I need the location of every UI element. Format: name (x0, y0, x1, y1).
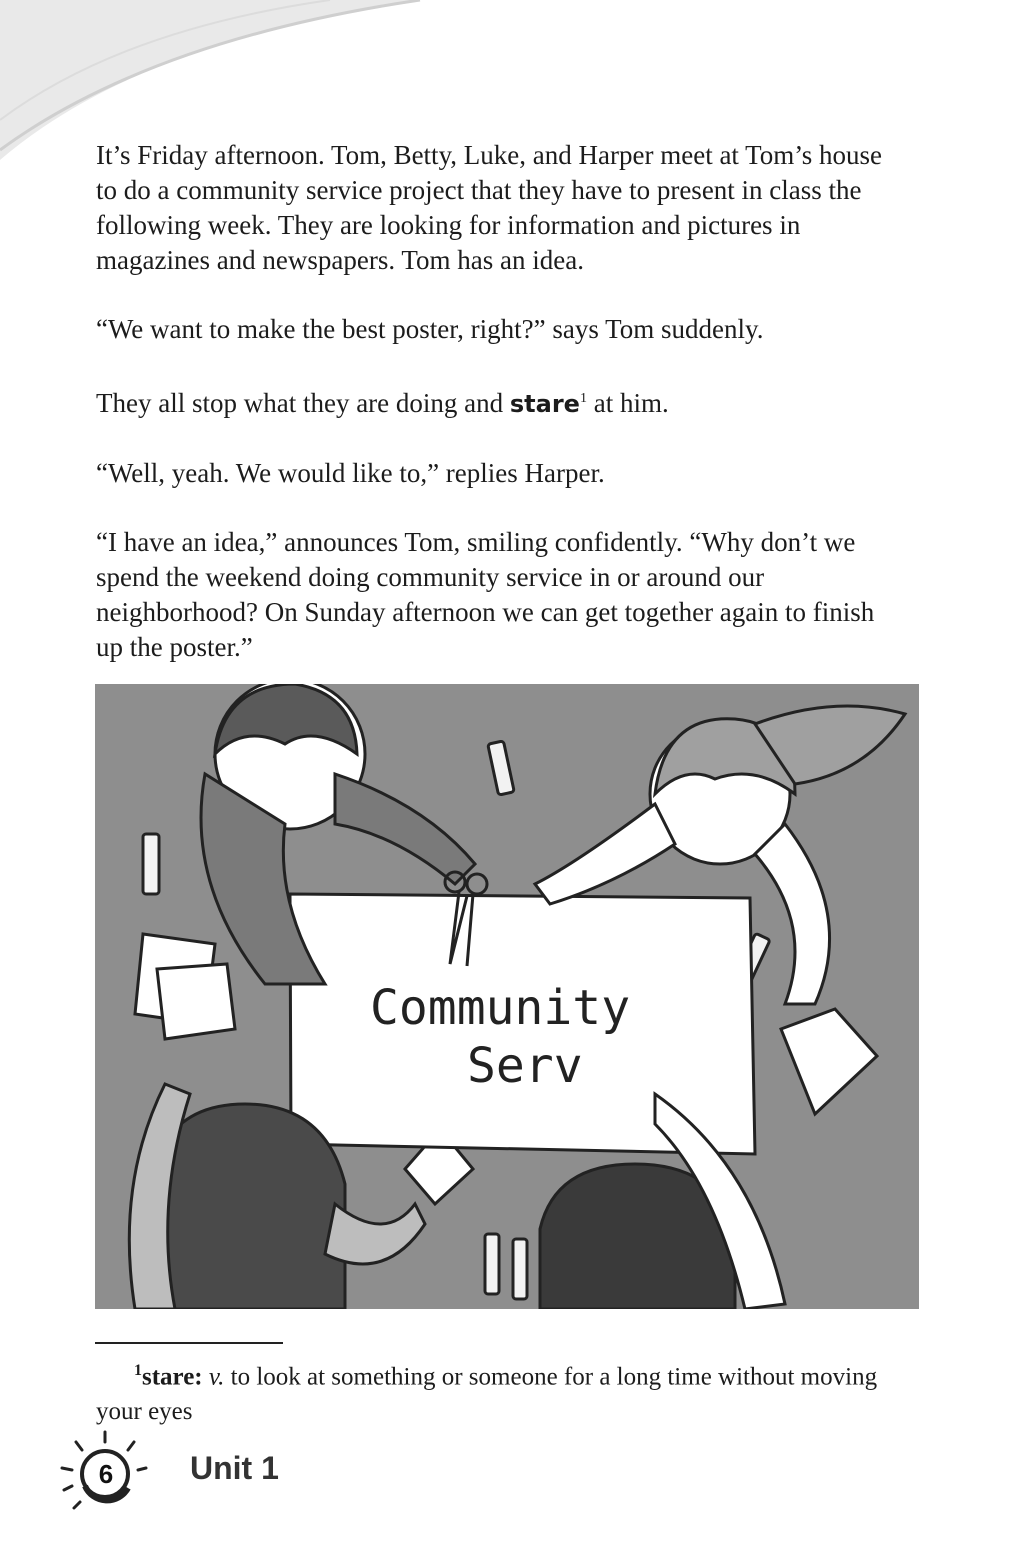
footnote (96, 1353, 916, 1429)
footnote-definition: to look at something or someone for a long time without moving your eyes (96, 1363, 878, 1426)
p3-after: at him. (586, 388, 669, 418)
kids-making-poster-illustration (95, 684, 919, 1309)
footnote-part-of-speech: v. (208, 1363, 225, 1391)
footnote-ref: 1 (579, 391, 587, 406)
poster-text-line1: Community (370, 980, 631, 1036)
paragraph-3 (96, 381, 896, 422)
page-number: 6 (98, 1459, 114, 1489)
p3-before: They all stop what they are doing and (96, 388, 510, 418)
footnote-number: 1 (134, 1362, 142, 1379)
paragraph-4: “Well, yeah. We would like to,” replies Harper. (96, 458, 605, 488)
unit-label: Unit 1 (190, 1450, 279, 1486)
vocab-word-stare: stare (509, 390, 580, 418)
poster-text-line2: Serv (467, 1038, 583, 1094)
story-text (96, 138, 896, 699)
paragraph-1: It’s Friday afternoon. Tom, Betty, Luke, and Harper meet at Tom’s house to do a community service project that they have to present in class the following week. They are looking for information and pictures in magazines and newspapers. Tom has an idea. (96, 140, 883, 275)
footnote-term: stare: (142, 1363, 203, 1391)
footnote-divider (95, 1342, 283, 1344)
paragraph-2: “We want to make the best poster, right?” says Tom suddenly. (96, 314, 764, 344)
paragraph-5: “I have an idea,” announces Tom, smiling confidently. “Why don’t we spend the weekend doing community service in or around our neighborhood? On Sunday afternoon we can get together again to finish up the poster.” (96, 527, 875, 662)
